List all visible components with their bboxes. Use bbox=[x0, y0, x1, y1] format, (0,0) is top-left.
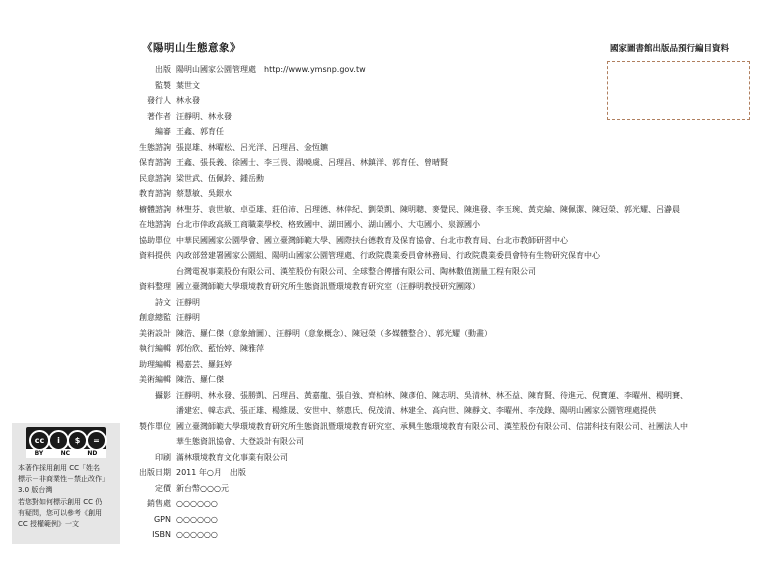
colophon-value: 林聖芬、袁世敏、卓亞雄、莊伯沛、呂理德、林倖紀、劉榮凱、陳明聰、麥覺民、陳進發、李玉琬、黃克綸、陳佩潔、陳冠榮、郭光耀、呂瀞晨 bbox=[176, 204, 680, 214]
colophon-row bbox=[0, 295, 763, 311]
colophon-value: 陳浩、羅仁傑（意象繪圖）、汪靜明（意象概念）、陳冠榮（多媒體整合）、郭光耀（動畫） bbox=[176, 328, 492, 338]
colophon-value: 王鑫、張長義、徐國士、李三畏、湯曉虞、呂理昌、林鎮洋、郭育任、曾晴賢 bbox=[176, 158, 448, 167]
colophon-label: 櫥體諮詢 bbox=[139, 204, 171, 214]
noncommercial-icon: $ bbox=[67, 430, 88, 451]
colophon-label: 印刷 bbox=[155, 452, 171, 462]
colophon-row bbox=[0, 341, 763, 357]
colophon-label: 在地諮詢 bbox=[139, 220, 171, 229]
colophon-value: 內政部營建署國家公園組、陽明山國家公園管理處、行政院農業委員會林務局、行政院農業委員會特有生物研究保育中心 bbox=[176, 251, 600, 260]
colophon-value: ○○○○○○ bbox=[176, 499, 218, 508]
colophon-label: 編審 bbox=[155, 127, 171, 136]
colophon-value: 楊嘉芸、羅鈺婷 bbox=[176, 359, 232, 369]
colophon-label: GPN bbox=[153, 514, 171, 524]
colophon-row bbox=[0, 403, 763, 419]
colophon-label: 美術設計 bbox=[139, 328, 171, 338]
colophon-label: 監製 bbox=[155, 80, 171, 90]
colophon-row bbox=[0, 62, 763, 78]
colophon-row bbox=[0, 124, 763, 140]
colophon-value: 汪靜明 bbox=[176, 313, 200, 322]
colophon-value: 汪靜明、林永發 bbox=[176, 111, 232, 121]
colophon-label: 定價 bbox=[155, 483, 171, 493]
colophon-label: 美術編輯 bbox=[139, 375, 171, 384]
cc-text-line: 若您對如何標示創用 CC 仍 bbox=[18, 497, 103, 506]
colophon-value: 潘建宏、韓志武、張正雄、楊維晟、安世中、蔡惠氏、倪茂清、林建全、高向世、陳靜文、李曜州、李茂錄、陽明山國家公園管理處提供 bbox=[176, 406, 656, 415]
colophon-row bbox=[0, 248, 763, 264]
cc-license-badge bbox=[26, 427, 106, 458]
cc-license-text bbox=[18, 463, 118, 530]
colophon-row bbox=[0, 140, 763, 156]
colophon-row bbox=[0, 78, 763, 94]
colophon-row bbox=[0, 155, 763, 171]
colophon-label: 資料整理 bbox=[139, 282, 171, 291]
noderivatives-icon: = bbox=[86, 430, 107, 451]
colophon-value: 葉世文 bbox=[176, 80, 200, 90]
cc-license-panel bbox=[12, 423, 120, 544]
cc-strip-by: BY bbox=[34, 450, 44, 457]
colophon-row bbox=[0, 372, 763, 388]
colophon-value: 滿林環境教育文化事業有限公司 bbox=[176, 452, 288, 462]
colophon-value: 王鑫、郭育任 bbox=[176, 127, 224, 136]
colophon-label: 資料提供 bbox=[139, 251, 171, 260]
colophon-label: 製作單位 bbox=[139, 421, 171, 431]
colophon-row bbox=[0, 217, 763, 233]
colophon-value: 2011 年○月 出版 bbox=[176, 468, 246, 477]
colophon-label: 詩文 bbox=[155, 297, 171, 307]
colophon-value: 國立臺灣師範大學環境教育研究所生態資訊暨環境教育研究室（汪靜明教授研究團隊） bbox=[176, 282, 480, 291]
colophon-row bbox=[0, 264, 763, 280]
colophon-label: 教育諮詢 bbox=[139, 189, 171, 198]
colophon-row bbox=[0, 310, 763, 326]
colophon-label: 協助單位 bbox=[139, 235, 171, 245]
colophon-value: 林永發 bbox=[176, 96, 200, 105]
colophon-value: 梁世武、伍佩鈴、鍾岳勳 bbox=[176, 173, 264, 183]
colophon-label: 創意總監 bbox=[139, 313, 171, 322]
colophon-value: ○○○○○○ bbox=[176, 514, 218, 524]
colophon-value: 華生態資訊協會、大登設計有限公司 bbox=[176, 437, 304, 446]
colophon-value: 郭怡欣、藍怡婷、陳雅萍 bbox=[176, 344, 264, 353]
cc-text-line: CC 授權範例》一文 bbox=[18, 520, 80, 529]
colophon-row bbox=[0, 186, 763, 202]
colophon-row bbox=[0, 233, 763, 249]
cc-strip-nd: ND bbox=[87, 450, 98, 457]
colophon-row bbox=[0, 109, 763, 125]
colophon-value: 張崑雄、林曜松、呂光洋、呂理昌、金恆鑣 bbox=[176, 142, 328, 152]
colophon-row bbox=[0, 202, 763, 218]
cc-text-line: 有疑問，您可以參考《創用 bbox=[18, 508, 102, 517]
book-title: 《陽明山生態意象》 bbox=[142, 42, 241, 54]
colophon-value: 汪靜明 bbox=[176, 297, 200, 307]
colophon-label: 民意諮詢 bbox=[139, 173, 171, 183]
colophon-value: 汪靜明、林永發、張勝凱、呂理昌、黃嘉龍、張自強、齊柏林、陳彥伯、陳志明、吳清林、林丕益、陳育賢、待進元、倪寶蓮、李曜州、楊明賽、 bbox=[176, 390, 688, 400]
colophon-value: 蔡慧敏、吳銀水 bbox=[176, 189, 232, 198]
cc-strip-nc: NC bbox=[60, 450, 70, 457]
cip-title: 國家圖書館出版品預行編目資料 bbox=[610, 44, 730, 54]
colophon-label: 發行人 bbox=[147, 96, 171, 105]
colophon-value: 新台幣○○○元 bbox=[176, 483, 229, 493]
colophon-value: 台灣電視事業股份有限公司、漢笙股份有限公司、全球整合傳播有限公司、陶林數值測量工程有限公司 bbox=[176, 266, 536, 276]
colophon-label: 助理編輯 bbox=[139, 359, 171, 369]
colophon-value: 中華民國國家公園學會、國立臺灣師範大學、國際扶台德教育及保育協會、台北市教育局、台北市教師研習中心 bbox=[176, 235, 568, 245]
colophon-label: 著作者 bbox=[147, 111, 171, 121]
colophon-label: 銷售處 bbox=[147, 499, 171, 508]
colophon-value: 陽明山國家公園管理處 http://www.ymsnp.gov.tw bbox=[176, 65, 366, 74]
colophon-label: 生態諮詢 bbox=[139, 142, 171, 152]
colophon-label: 出版 bbox=[155, 65, 171, 74]
colophon-row bbox=[0, 279, 763, 295]
colophon-row bbox=[0, 93, 763, 109]
colophon-label: 攝影 bbox=[155, 390, 171, 400]
cc-icon: cc bbox=[29, 430, 50, 451]
colophon-row bbox=[0, 388, 763, 404]
colophon-label: 出版日期 bbox=[139, 468, 171, 477]
cc-text-line: 標示－非商業性－禁止改作」 bbox=[18, 475, 109, 484]
colophon-value: ○○○○○○ bbox=[176, 530, 218, 539]
colophon-row bbox=[0, 326, 763, 342]
colophon-row bbox=[0, 357, 763, 373]
colophon-label: 保育諮詢 bbox=[139, 158, 171, 167]
colophon-value: 陳浩、羅仁傑 bbox=[176, 375, 224, 384]
cc-text-line: 3.0 版台灣 bbox=[18, 486, 53, 495]
cc-badge-strip bbox=[26, 449, 106, 458]
colophon-row bbox=[0, 171, 763, 187]
colophon-value: 台北市倖政高級工商職業學校、格致國中、湖田國小、湖山國小、大屯國小、泉源國小 bbox=[176, 220, 480, 229]
colophon-label: 執行編輯 bbox=[139, 344, 171, 353]
attribution-icon: i bbox=[48, 430, 69, 451]
colophon-label: ISBN bbox=[152, 530, 171, 539]
cc-text-line: 本著作採用創用 CC「姓名 bbox=[18, 464, 101, 472]
colophon-value: 國立臺灣師範大學環境教育研究所生態資訊暨環境教育研究室、承興生態環境教育有限公司、漢笙股份有限公司、信諾科技有限公司、社團法人中 bbox=[176, 421, 688, 431]
